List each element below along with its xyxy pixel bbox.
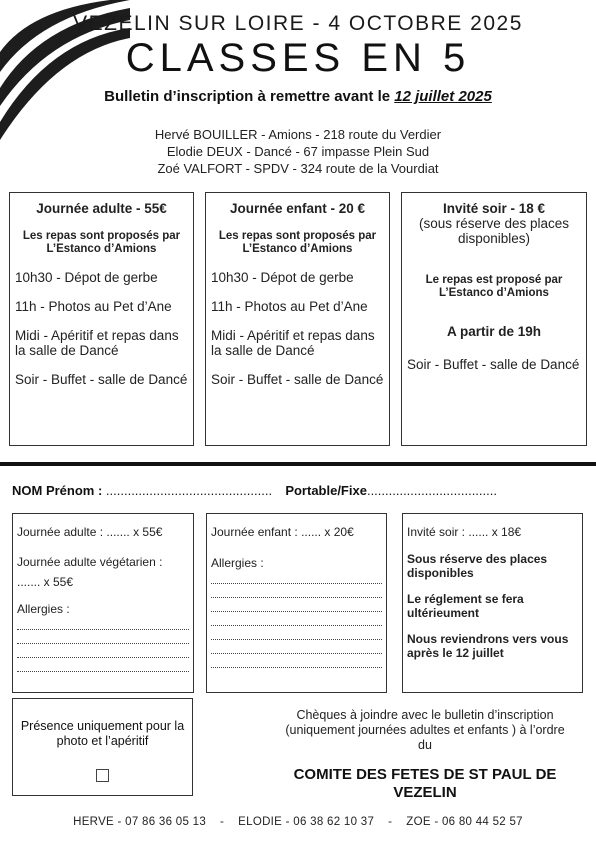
adult-allergies-label: Allergies :	[17, 602, 70, 616]
schedule-item: Soir - Buffet - salle de Dancé	[211, 372, 384, 387]
footer-phones: HERVE - 07 86 36 05 13 - ELODIE - 06 38 62 10 37 - ZOE - 06 80 44 52 57	[73, 816, 523, 828]
presence-label: Présence uniquement pour la photo et l’apéritif	[20, 719, 185, 748]
contact-zoe: Zoé VALFORT - SPDV - 324 route de la Vourdiat	[157, 161, 439, 176]
deadline	[0, 88, 596, 105]
evening-meal-note: Le repas est proposé par L’Estanco d’Amions	[425, 274, 563, 299]
event-line: VEZELIN SUR LOIRE - 4 OCTOBRE 2025	[73, 12, 523, 35]
adult-allergies-field[interactable]	[17, 616, 189, 672]
schedule-item: 11h - Photos au Pet d’Ane	[15, 299, 172, 314]
evening-order-box	[402, 513, 583, 693]
schedule-item: Soir - Buffet - salle de Dancé	[15, 372, 188, 387]
evening-schedule	[402, 357, 586, 372]
evening-start: A partir de 19h	[446, 324, 542, 339]
deadline-date: 12 juillet 2025	[394, 88, 492, 105]
phone-label: Portable/Fixe	[285, 483, 367, 498]
contact-elodie: Elodie DEUX - Dancé - 67 impasse Plein Sud	[166, 144, 430, 159]
presence-box	[12, 698, 193, 796]
contacts	[0, 126, 596, 177]
schedule-item: 10h30 - Dépot de gerbe	[15, 270, 158, 285]
vegetarian-quantity-field[interactable]: Journée adulte végétarien : ....... x 55€	[17, 555, 163, 589]
child-meal-note: Les repas sont proposés par L’Estanco d’Amions	[218, 230, 377, 255]
evening-availability: (sous réserve des places disponibles)	[418, 216, 570, 246]
evening-note-payment: Le réglement se fera ultérieument	[407, 592, 524, 620]
name-phone-line	[12, 483, 587, 498]
child-allergies-label: Allergies :	[211, 556, 264, 570]
evening-note-availability: Sous réserve des places disponibles	[407, 552, 548, 580]
evening-note-followup: Nous reviendrons vers vous après le 12 juillet	[407, 632, 569, 660]
child-schedule	[206, 270, 389, 387]
adult-quantity-field[interactable]: Journée adulte : ....... x 55€	[17, 525, 163, 539]
section-divider	[0, 462, 596, 466]
child-quantity-field[interactable]: Journée enfant : ...... x 20€	[211, 525, 354, 539]
child-allergies-field[interactable]	[211, 570, 382, 668]
deadline-prefix: Bulletin d’inscription à remettre avant le	[104, 88, 395, 105]
adult-offer-box	[9, 192, 194, 446]
child-offer-box	[205, 192, 390, 446]
presence-checkbox[interactable]	[96, 769, 109, 782]
evening-offer-box	[401, 192, 587, 446]
schedule-item: Midi - Apéritif et repas dans la salle de Dancé	[211, 328, 375, 358]
adult-meal-note: Les repas sont proposés par L’Estanco d’Amions	[22, 230, 181, 255]
cheques-note: Chèques à joindre avec le bulletin d’inscription (uniquement journées adultes et enfants ) à l’ordre du	[285, 708, 565, 752]
adult-schedule	[10, 270, 193, 387]
adult-order-box	[12, 513, 194, 693]
child-order-box	[206, 513, 387, 693]
schedule-item: 10h30 - Dépot de gerbe	[211, 270, 354, 285]
child-offer-heading: Journée enfant - 20 €	[229, 201, 366, 216]
name-field[interactable]: ..............................................	[105, 483, 273, 498]
adult-offer-heading: Journée adulte - 55€	[36, 201, 167, 216]
committee-name: COMITE DES FETES DE ST PAUL DE VEZELIN	[293, 766, 557, 801]
page-title: CLASSES EN 5	[125, 36, 471, 80]
phone-field[interactable]: ....................................	[366, 483, 497, 498]
schedule-item: 11h - Photos au Pet d’Ane	[211, 299, 368, 314]
evening-offer-heading: Invité soir - 18 €	[442, 201, 546, 216]
schedule-item: Soir - Buffet - salle de Dancé	[407, 357, 580, 372]
schedule-item: Midi - Apéritif et repas dans la salle de Dancé	[15, 328, 179, 358]
contact-herve: Hervé BOUILLER - Amions - 218 route du Verdier	[154, 127, 442, 142]
evening-quantity-field[interactable]: Invité soir : ...... x 18€	[407, 525, 522, 539]
name-label: NOM Prénom :	[12, 483, 106, 498]
